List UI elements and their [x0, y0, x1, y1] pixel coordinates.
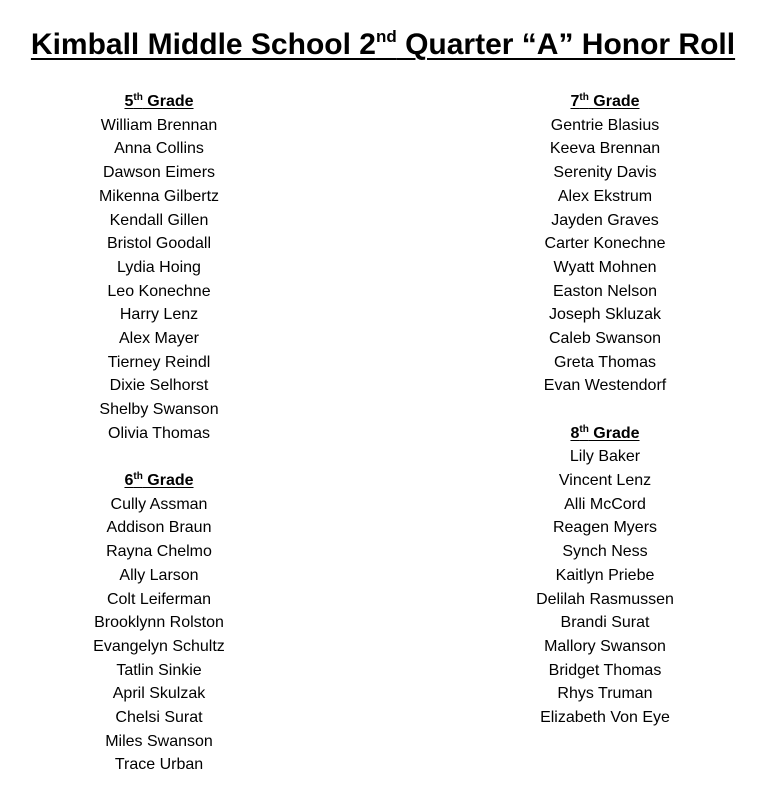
student-name: Evangelyn Schultz	[93, 637, 225, 655]
student-name: Kaitlyn Priebe	[555, 566, 655, 584]
student-name: Tatlin Sinkie	[116, 661, 202, 679]
grade-ordinal-suffix: th	[133, 92, 143, 103]
student-name: Carter Konechne	[544, 235, 666, 253]
student-name: Caleb Swanson	[548, 330, 662, 348]
student-name: Olivia Thomas	[108, 424, 210, 442]
student-name: Rhys Truman	[557, 685, 653, 703]
student-name: Alex Ekstrum	[557, 187, 653, 205]
grade-ordinal-suffix: th	[579, 423, 589, 435]
student-name: Delilah Rasmussen	[536, 590, 674, 608]
student-name: Wyatt Mohnen	[553, 258, 657, 276]
grade-8-heading	[475, 422, 735, 446]
student-name: Harry Lenz	[119, 306, 199, 324]
grade-label: Grade	[588, 93, 640, 110]
grade-ordinal-suffix: th	[579, 92, 589, 103]
student-name: Cully Assman	[110, 495, 208, 513]
student-name: Miles Swanson	[105, 732, 213, 750]
grade-5-section	[29, 90, 289, 446]
grade-6-student-list	[29, 493, 289, 777]
student-name: Bristol Goodall	[106, 235, 212, 253]
student-name: Shelby Swanson	[99, 401, 219, 419]
title-suffix: Quarter “A” Honor Roll	[396, 28, 736, 61]
student-name: Vincent Lenz	[558, 472, 652, 490]
student-name: Chelsi Surat	[115, 709, 203, 727]
grade-8-student-list	[475, 445, 735, 729]
student-name: Easton Nelson	[552, 282, 658, 300]
grade-7-section	[475, 90, 735, 398]
student-name: Synch Ness	[562, 543, 648, 561]
student-name: Keeva Brennan	[549, 140, 661, 158]
student-name: Dawson Eimers	[102, 164, 216, 182]
grade-8-section	[475, 422, 735, 730]
student-name: William Brennan	[100, 116, 218, 134]
grade-number: 7	[570, 93, 580, 110]
grade-label: Grade	[142, 472, 194, 490]
student-name: Colt Leiferman	[106, 590, 212, 608]
student-name: Tierney Reindl	[107, 353, 211, 371]
student-name: Trace Urban	[114, 756, 204, 774]
grade-number: 5	[124, 93, 134, 110]
grade-number: 8	[570, 424, 580, 442]
student-name: Bridget Thomas	[548, 661, 662, 679]
grade-7-heading	[475, 90, 735, 114]
student-name: Serenity Davis	[553, 164, 657, 182]
student-name: Jayden Graves	[551, 211, 659, 229]
student-name: Alli McCord	[564, 495, 646, 513]
grade-number: 6	[124, 472, 134, 490]
student-name: Brandi Surat	[560, 614, 650, 632]
grade-7-student-list	[475, 114, 735, 398]
grade-5-student-list	[29, 114, 289, 446]
student-name: Mikenna Gilbertz	[98, 187, 220, 205]
student-name: Lily Baker	[569, 448, 641, 466]
grade-ordinal-suffix: th	[133, 471, 143, 483]
grade-6-heading	[29, 469, 289, 493]
student-name: Greta Thomas	[554, 353, 656, 371]
title-ordinal-suffix: nd	[375, 27, 397, 46]
grade-5-heading	[29, 90, 289, 114]
student-name: Kendall Gillen	[109, 211, 209, 229]
grade-label: Grade	[588, 424, 640, 442]
student-name: Ally Larson	[119, 566, 199, 584]
student-name: Rayna Chelmo	[106, 543, 212, 561]
left-column	[29, 90, 289, 777]
student-name: Alex Mayer	[118, 330, 200, 348]
student-name: Evan Westendorf	[543, 377, 667, 395]
student-name: Gentrie Blasius	[550, 116, 660, 134]
student-name: Dixie Selhorst	[109, 377, 209, 395]
grade-6-section	[29, 469, 289, 777]
student-name: Mallory Swanson	[544, 637, 666, 655]
right-column	[475, 90, 735, 730]
student-name: Lydia Hoing	[117, 258, 201, 276]
student-name: Joseph Skluzak	[548, 306, 662, 324]
student-name: Elizabeth Von Eye	[540, 709, 670, 727]
student-name: Anna Collins	[114, 140, 204, 158]
title-prefix: Kimball Middle School 2	[30, 28, 376, 61]
student-name: Reagen Myers	[552, 519, 658, 537]
student-name: Addison Braun	[106, 519, 212, 537]
student-name: April Skulzak	[112, 685, 206, 703]
page-title	[0, 20, 766, 70]
student-name: Brooklynn Rolston	[94, 614, 224, 632]
student-name: Leo Konechne	[107, 282, 211, 300]
grade-label: Grade	[142, 93, 194, 110]
